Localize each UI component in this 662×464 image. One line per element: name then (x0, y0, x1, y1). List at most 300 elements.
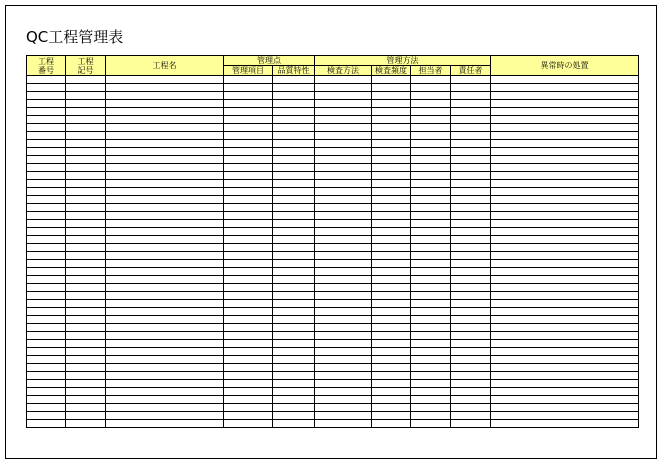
inspection-method-cell[interactable] (315, 308, 372, 316)
abnormality-handling-cell[interactable] (491, 356, 639, 364)
process-no-cell[interactable] (27, 356, 66, 364)
quality-characteristic-cell[interactable] (273, 380, 315, 388)
responsible-person-cell[interactable] (451, 316, 491, 324)
process-name-cell[interactable] (106, 76, 224, 84)
process-code-cell[interactable] (66, 372, 106, 380)
process-code-cell[interactable] (66, 284, 106, 292)
quality-characteristic-cell[interactable] (273, 220, 315, 228)
process-name-cell[interactable] (106, 404, 224, 412)
responsible-person-cell[interactable] (451, 348, 491, 356)
inspection-method-cell[interactable] (315, 356, 372, 364)
control-item-cell[interactable] (224, 388, 273, 396)
responsible-person-cell[interactable] (451, 308, 491, 316)
person-in-charge-cell[interactable] (411, 332, 451, 340)
inspection-frequency-cell[interactable] (372, 228, 411, 236)
inspection-frequency-cell[interactable] (372, 332, 411, 340)
process-code-cell[interactable] (66, 388, 106, 396)
inspection-method-cell[interactable] (315, 84, 372, 92)
control-item-cell[interactable] (224, 308, 273, 316)
process-no-cell[interactable] (27, 284, 66, 292)
abnormality-handling-cell[interactable] (491, 268, 639, 276)
inspection-method-cell[interactable] (315, 76, 372, 84)
quality-characteristic-cell[interactable] (273, 404, 315, 412)
person-in-charge-cell[interactable] (411, 324, 451, 332)
inspection-frequency-cell[interactable] (372, 260, 411, 268)
quality-characteristic-cell[interactable] (273, 364, 315, 372)
process-code-cell[interactable] (66, 412, 106, 420)
process-name-cell[interactable] (106, 276, 224, 284)
quality-characteristic-cell[interactable] (273, 148, 315, 156)
inspection-method-cell[interactable] (315, 276, 372, 284)
control-item-cell[interactable] (224, 84, 273, 92)
quality-characteristic-cell[interactable] (273, 276, 315, 284)
responsible-person-cell[interactable] (451, 396, 491, 404)
control-item-cell[interactable] (224, 396, 273, 404)
control-item-cell[interactable] (224, 372, 273, 380)
person-in-charge-cell[interactable] (411, 228, 451, 236)
inspection-method-cell[interactable] (315, 268, 372, 276)
control-item-cell[interactable] (224, 100, 273, 108)
inspection-frequency-cell[interactable] (372, 412, 411, 420)
inspection-frequency-cell[interactable] (372, 172, 411, 180)
abnormality-handling-cell[interactable] (491, 180, 639, 188)
inspection-frequency-cell[interactable] (372, 236, 411, 244)
process-name-cell[interactable] (106, 220, 224, 228)
abnormality-handling-cell[interactable] (491, 172, 639, 180)
person-in-charge-cell[interactable] (411, 156, 451, 164)
responsible-person-cell[interactable] (451, 84, 491, 92)
control-item-cell[interactable] (224, 284, 273, 292)
process-no-cell[interactable] (27, 156, 66, 164)
inspection-frequency-cell[interactable] (372, 132, 411, 140)
responsible-person-cell[interactable] (451, 324, 491, 332)
inspection-method-cell[interactable] (315, 404, 372, 412)
process-name-cell[interactable] (106, 156, 224, 164)
process-code-cell[interactable] (66, 356, 106, 364)
person-in-charge-cell[interactable] (411, 260, 451, 268)
quality-characteristic-cell[interactable] (273, 252, 315, 260)
process-no-cell[interactable] (27, 76, 66, 84)
process-code-cell[interactable] (66, 228, 106, 236)
inspection-frequency-cell[interactable] (372, 164, 411, 172)
process-no-cell[interactable] (27, 388, 66, 396)
process-no-cell[interactable] (27, 92, 66, 100)
inspection-frequency-cell[interactable] (372, 284, 411, 292)
quality-characteristic-cell[interactable] (273, 372, 315, 380)
quality-characteristic-cell[interactable] (273, 268, 315, 276)
process-code-cell[interactable] (66, 100, 106, 108)
person-in-charge-cell[interactable] (411, 412, 451, 420)
responsible-person-cell[interactable] (451, 340, 491, 348)
person-in-charge-cell[interactable] (411, 388, 451, 396)
process-name-cell[interactable] (106, 84, 224, 92)
person-in-charge-cell[interactable] (411, 212, 451, 220)
process-no-cell[interactable] (27, 276, 66, 284)
responsible-person-cell[interactable] (451, 212, 491, 220)
process-name-cell[interactable] (106, 100, 224, 108)
inspection-frequency-cell[interactable] (372, 212, 411, 220)
process-no-cell[interactable] (27, 324, 66, 332)
control-item-cell[interactable] (224, 252, 273, 260)
abnormality-handling-cell[interactable] (491, 396, 639, 404)
inspection-method-cell[interactable] (315, 284, 372, 292)
process-code-cell[interactable] (66, 220, 106, 228)
control-item-cell[interactable] (224, 188, 273, 196)
inspection-method-cell[interactable] (315, 124, 372, 132)
inspection-frequency-cell[interactable] (372, 244, 411, 252)
quality-characteristic-cell[interactable] (273, 92, 315, 100)
person-in-charge-cell[interactable] (411, 84, 451, 92)
process-code-cell[interactable] (66, 204, 106, 212)
inspection-frequency-cell[interactable] (372, 364, 411, 372)
abnormality-handling-cell[interactable] (491, 316, 639, 324)
control-item-cell[interactable] (224, 92, 273, 100)
process-name-cell[interactable] (106, 292, 224, 300)
control-item-cell[interactable] (224, 212, 273, 220)
process-no-cell[interactable] (27, 236, 66, 244)
abnormality-handling-cell[interactable] (491, 140, 639, 148)
process-code-cell[interactable] (66, 108, 106, 116)
quality-characteristic-cell[interactable] (273, 244, 315, 252)
person-in-charge-cell[interactable] (411, 124, 451, 132)
process-name-cell[interactable] (106, 244, 224, 252)
inspection-frequency-cell[interactable] (372, 268, 411, 276)
person-in-charge-cell[interactable] (411, 172, 451, 180)
person-in-charge-cell[interactable] (411, 420, 451, 428)
abnormality-handling-cell[interactable] (491, 404, 639, 412)
process-code-cell[interactable] (66, 212, 106, 220)
process-name-cell[interactable] (106, 420, 224, 428)
responsible-person-cell[interactable] (451, 268, 491, 276)
process-name-cell[interactable] (106, 204, 224, 212)
person-in-charge-cell[interactable] (411, 220, 451, 228)
process-no-cell[interactable] (27, 108, 66, 116)
inspection-frequency-cell[interactable] (372, 308, 411, 316)
quality-characteristic-cell[interactable] (273, 284, 315, 292)
process-code-cell[interactable] (66, 148, 106, 156)
person-in-charge-cell[interactable] (411, 188, 451, 196)
control-item-cell[interactable] (224, 356, 273, 364)
process-name-cell[interactable] (106, 348, 224, 356)
person-in-charge-cell[interactable] (411, 252, 451, 260)
control-item-cell[interactable] (224, 164, 273, 172)
inspection-frequency-cell[interactable] (372, 204, 411, 212)
quality-characteristic-cell[interactable] (273, 236, 315, 244)
process-code-cell[interactable] (66, 76, 106, 84)
process-name-cell[interactable] (106, 92, 224, 100)
quality-characteristic-cell[interactable] (273, 204, 315, 212)
control-item-cell[interactable] (224, 340, 273, 348)
inspection-method-cell[interactable] (315, 252, 372, 260)
person-in-charge-cell[interactable] (411, 268, 451, 276)
inspection-method-cell[interactable] (315, 236, 372, 244)
process-no-cell[interactable] (27, 140, 66, 148)
responsible-person-cell[interactable] (451, 108, 491, 116)
responsible-person-cell[interactable] (451, 156, 491, 164)
quality-characteristic-cell[interactable] (273, 180, 315, 188)
control-item-cell[interactable] (224, 276, 273, 284)
process-no-cell[interactable] (27, 172, 66, 180)
process-no-cell[interactable] (27, 260, 66, 268)
process-code-cell[interactable] (66, 172, 106, 180)
responsible-person-cell[interactable] (451, 420, 491, 428)
inspection-method-cell[interactable] (315, 372, 372, 380)
person-in-charge-cell[interactable] (411, 100, 451, 108)
process-code-cell[interactable] (66, 196, 106, 204)
control-item-cell[interactable] (224, 300, 273, 308)
control-item-cell[interactable] (224, 172, 273, 180)
person-in-charge-cell[interactable] (411, 180, 451, 188)
abnormality-handling-cell[interactable] (491, 204, 639, 212)
quality-characteristic-cell[interactable] (273, 308, 315, 316)
control-item-cell[interactable] (224, 156, 273, 164)
person-in-charge-cell[interactable] (411, 356, 451, 364)
process-no-cell[interactable] (27, 252, 66, 260)
process-name-cell[interactable] (106, 116, 224, 124)
control-item-cell[interactable] (224, 364, 273, 372)
process-name-cell[interactable] (106, 108, 224, 116)
abnormality-handling-cell[interactable] (491, 124, 639, 132)
abnormality-handling-cell[interactable] (491, 188, 639, 196)
control-item-cell[interactable] (224, 292, 273, 300)
responsible-person-cell[interactable] (451, 180, 491, 188)
abnormality-handling-cell[interactable] (491, 100, 639, 108)
person-in-charge-cell[interactable] (411, 76, 451, 84)
abnormality-handling-cell[interactable] (491, 212, 639, 220)
control-item-cell[interactable] (224, 140, 273, 148)
process-name-cell[interactable] (106, 148, 224, 156)
inspection-method-cell[interactable] (315, 348, 372, 356)
process-no-cell[interactable] (27, 116, 66, 124)
process-no-cell[interactable] (27, 148, 66, 156)
abnormality-handling-cell[interactable] (491, 84, 639, 92)
quality-characteristic-cell[interactable] (273, 124, 315, 132)
process-name-cell[interactable] (106, 308, 224, 316)
inspection-frequency-cell[interactable] (372, 124, 411, 132)
responsible-person-cell[interactable] (451, 276, 491, 284)
quality-characteristic-cell[interactable] (273, 84, 315, 92)
process-name-cell[interactable] (106, 236, 224, 244)
quality-characteristic-cell[interactable] (273, 420, 315, 428)
quality-characteristic-cell[interactable] (273, 164, 315, 172)
abnormality-handling-cell[interactable] (491, 300, 639, 308)
abnormality-handling-cell[interactable] (491, 220, 639, 228)
responsible-person-cell[interactable] (451, 172, 491, 180)
person-in-charge-cell[interactable] (411, 372, 451, 380)
inspection-frequency-cell[interactable] (372, 292, 411, 300)
inspection-frequency-cell[interactable] (372, 372, 411, 380)
person-in-charge-cell[interactable] (411, 196, 451, 204)
process-code-cell[interactable] (66, 300, 106, 308)
responsible-person-cell[interactable] (451, 204, 491, 212)
process-no-cell[interactable] (27, 292, 66, 300)
process-no-cell[interactable] (27, 268, 66, 276)
quality-characteristic-cell[interactable] (273, 196, 315, 204)
inspection-frequency-cell[interactable] (372, 116, 411, 124)
responsible-person-cell[interactable] (451, 236, 491, 244)
process-no-cell[interactable] (27, 348, 66, 356)
inspection-frequency-cell[interactable] (372, 84, 411, 92)
control-item-cell[interactable] (224, 316, 273, 324)
process-no-cell[interactable] (27, 220, 66, 228)
inspection-frequency-cell[interactable] (372, 100, 411, 108)
process-name-cell[interactable] (106, 324, 224, 332)
abnormality-handling-cell[interactable] (491, 116, 639, 124)
process-code-cell[interactable] (66, 84, 106, 92)
person-in-charge-cell[interactable] (411, 308, 451, 316)
person-in-charge-cell[interactable] (411, 292, 451, 300)
process-code-cell[interactable] (66, 180, 106, 188)
control-item-cell[interactable] (224, 348, 273, 356)
responsible-person-cell[interactable] (451, 284, 491, 292)
inspection-method-cell[interactable] (315, 292, 372, 300)
process-name-cell[interactable] (106, 252, 224, 260)
process-name-cell[interactable] (106, 284, 224, 292)
process-name-cell[interactable] (106, 300, 224, 308)
person-in-charge-cell[interactable] (411, 164, 451, 172)
inspection-method-cell[interactable] (315, 300, 372, 308)
abnormality-handling-cell[interactable] (491, 276, 639, 284)
quality-characteristic-cell[interactable] (273, 108, 315, 116)
inspection-method-cell[interactable] (315, 228, 372, 236)
process-code-cell[interactable] (66, 324, 106, 332)
inspection-method-cell[interactable] (315, 100, 372, 108)
process-no-cell[interactable] (27, 396, 66, 404)
abnormality-handling-cell[interactable] (491, 364, 639, 372)
inspection-method-cell[interactable] (315, 140, 372, 148)
process-code-cell[interactable] (66, 332, 106, 340)
inspection-frequency-cell[interactable] (372, 92, 411, 100)
abnormality-handling-cell[interactable] (491, 340, 639, 348)
process-code-cell[interactable] (66, 348, 106, 356)
responsible-person-cell[interactable] (451, 380, 491, 388)
responsible-person-cell[interactable] (451, 260, 491, 268)
person-in-charge-cell[interactable] (411, 284, 451, 292)
inspection-method-cell[interactable] (315, 220, 372, 228)
process-code-cell[interactable] (66, 188, 106, 196)
process-name-cell[interactable] (106, 132, 224, 140)
process-no-cell[interactable] (27, 332, 66, 340)
abnormality-handling-cell[interactable] (491, 284, 639, 292)
control-item-cell[interactable] (224, 268, 273, 276)
responsible-person-cell[interactable] (451, 364, 491, 372)
process-code-cell[interactable] (66, 420, 106, 428)
inspection-frequency-cell[interactable] (372, 156, 411, 164)
process-name-cell[interactable] (106, 388, 224, 396)
process-name-cell[interactable] (106, 124, 224, 132)
person-in-charge-cell[interactable] (411, 316, 451, 324)
control-item-cell[interactable] (224, 116, 273, 124)
process-name-cell[interactable] (106, 268, 224, 276)
control-item-cell[interactable] (224, 76, 273, 84)
abnormality-handling-cell[interactable] (491, 292, 639, 300)
process-code-cell[interactable] (66, 132, 106, 140)
person-in-charge-cell[interactable] (411, 132, 451, 140)
control-item-cell[interactable] (224, 204, 273, 212)
inspection-frequency-cell[interactable] (372, 404, 411, 412)
process-code-cell[interactable] (66, 164, 106, 172)
responsible-person-cell[interactable] (451, 228, 491, 236)
quality-characteristic-cell[interactable] (273, 132, 315, 140)
responsible-person-cell[interactable] (451, 164, 491, 172)
person-in-charge-cell[interactable] (411, 396, 451, 404)
process-name-cell[interactable] (106, 356, 224, 364)
control-item-cell[interactable] (224, 260, 273, 268)
quality-characteristic-cell[interactable] (273, 156, 315, 164)
abnormality-handling-cell[interactable] (491, 260, 639, 268)
inspection-frequency-cell[interactable] (372, 420, 411, 428)
responsible-person-cell[interactable] (451, 116, 491, 124)
person-in-charge-cell[interactable] (411, 340, 451, 348)
inspection-method-cell[interactable] (315, 412, 372, 420)
process-no-cell[interactable] (27, 228, 66, 236)
process-code-cell[interactable] (66, 316, 106, 324)
quality-characteristic-cell[interactable] (273, 212, 315, 220)
quality-characteristic-cell[interactable] (273, 228, 315, 236)
quality-characteristic-cell[interactable] (273, 188, 315, 196)
process-name-cell[interactable] (106, 380, 224, 388)
process-name-cell[interactable] (106, 180, 224, 188)
inspection-method-cell[interactable] (315, 148, 372, 156)
quality-characteristic-cell[interactable] (273, 396, 315, 404)
abnormality-handling-cell[interactable] (491, 348, 639, 356)
process-no-cell[interactable] (27, 244, 66, 252)
process-name-cell[interactable] (106, 196, 224, 204)
person-in-charge-cell[interactable] (411, 236, 451, 244)
inspection-frequency-cell[interactable] (372, 380, 411, 388)
person-in-charge-cell[interactable] (411, 380, 451, 388)
process-code-cell[interactable] (66, 292, 106, 300)
control-item-cell[interactable] (224, 228, 273, 236)
process-no-cell[interactable] (27, 188, 66, 196)
responsible-person-cell[interactable] (451, 220, 491, 228)
process-no-cell[interactable] (27, 204, 66, 212)
process-name-cell[interactable] (106, 212, 224, 220)
process-code-cell[interactable] (66, 236, 106, 244)
inspection-method-cell[interactable] (315, 244, 372, 252)
process-code-cell[interactable] (66, 92, 106, 100)
inspection-frequency-cell[interactable] (372, 300, 411, 308)
process-no-cell[interactable] (27, 164, 66, 172)
inspection-method-cell[interactable] (315, 340, 372, 348)
control-item-cell[interactable] (224, 324, 273, 332)
abnormality-handling-cell[interactable] (491, 332, 639, 340)
quality-characteristic-cell[interactable] (273, 316, 315, 324)
abnormality-handling-cell[interactable] (491, 92, 639, 100)
responsible-person-cell[interactable] (451, 92, 491, 100)
quality-characteristic-cell[interactable] (273, 412, 315, 420)
responsible-person-cell[interactable] (451, 356, 491, 364)
inspection-frequency-cell[interactable] (372, 140, 411, 148)
control-item-cell[interactable] (224, 420, 273, 428)
responsible-person-cell[interactable] (451, 244, 491, 252)
inspection-frequency-cell[interactable] (372, 76, 411, 84)
control-item-cell[interactable] (224, 180, 273, 188)
inspection-frequency-cell[interactable] (372, 340, 411, 348)
abnormality-handling-cell[interactable] (491, 76, 639, 84)
inspection-method-cell[interactable] (315, 332, 372, 340)
control-item-cell[interactable] (224, 132, 273, 140)
quality-characteristic-cell[interactable] (273, 324, 315, 332)
process-code-cell[interactable] (66, 260, 106, 268)
process-name-cell[interactable] (106, 316, 224, 324)
inspection-method-cell[interactable] (315, 196, 372, 204)
person-in-charge-cell[interactable] (411, 148, 451, 156)
inspection-method-cell[interactable] (315, 364, 372, 372)
process-no-cell[interactable] (27, 100, 66, 108)
inspection-method-cell[interactable] (315, 108, 372, 116)
process-code-cell[interactable] (66, 380, 106, 388)
